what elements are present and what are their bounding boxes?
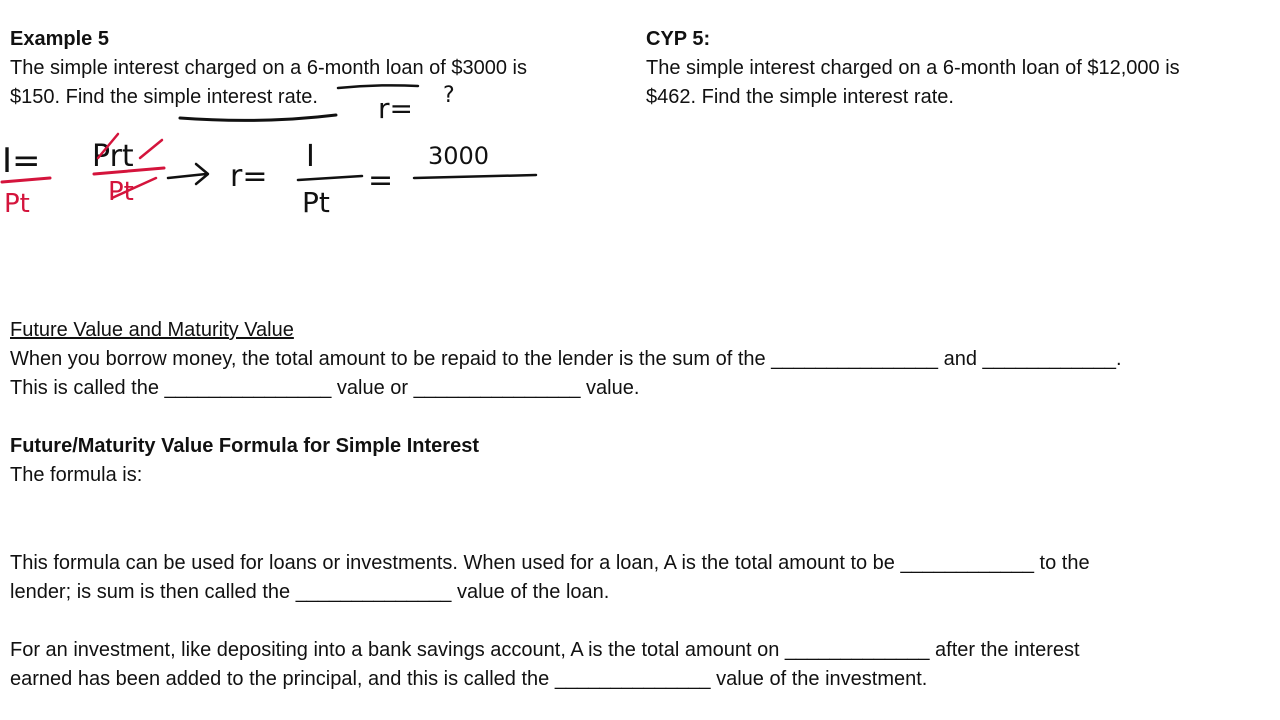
red-fraction-bar-left [2, 178, 50, 182]
investment-line-2: earned has been added to the principal, and this is called the ______________ value of the investment. [10, 668, 928, 690]
future-value-line-1: When you borrow money, the total amount to be repaid to the lender is the sum of the _______________ and ____________. [10, 348, 1122, 370]
loans-line-2: lender; is sum is then called the ______________ value of the loan. [10, 581, 610, 603]
cyp-line-2: $462. Find the simple interest rate. [646, 86, 954, 108]
fraction-i: I [306, 139, 315, 174]
equals-sign: = [368, 163, 394, 198]
cyp-heading: CYP 5: [646, 28, 711, 50]
red-cross-out-t [140, 140, 162, 158]
fraction-bar-3000 [414, 175, 536, 178]
red-pt-right: Pt [108, 177, 134, 207]
formula-heading: Future/Maturity Value Formula for Simple Interest [10, 435, 479, 457]
red-fraction-bar-right [94, 168, 164, 174]
future-value-heading: Future Value and Maturity Value [10, 319, 294, 341]
example-line-2: $150. Find the simple interest rate. [10, 86, 318, 108]
r-equals-text: r= [378, 92, 413, 125]
investment-line-1: For an investment, like depositing into a bank savings account, A is the total amount on _____________ after the interest [10, 639, 1080, 661]
future-value-line-2: This is called the _______________ value or _______________ value. [10, 377, 640, 399]
fraction-bar-i-pt [298, 176, 362, 180]
example-line-1: The simple interest charged on a 6-month loan of $3000 is [10, 57, 527, 79]
red-cross-out-p [98, 134, 118, 158]
formula-prt: Prt [92, 139, 134, 174]
arrow-head-icon [196, 164, 208, 184]
red-cross-out-pt [112, 178, 156, 198]
underline-stroke [180, 115, 336, 120]
fraction-pt: Pt [302, 186, 330, 219]
formula-line-1: The formula is: [10, 464, 143, 486]
numerator-3000: 3000 [428, 142, 490, 170]
red-pt-left: Pt [4, 189, 30, 219]
question-mark-text: ? [443, 83, 455, 108]
cyp-line-1: The simple interest charged on a 6-month loan of $12,000 is [646, 57, 1180, 79]
loans-line-1: This formula can be used for loans or investments. When used for a loan, A is the total amount to be ____________ to the [10, 552, 1090, 574]
overline-stroke [338, 85, 418, 88]
arrow-r-equals: r= [230, 159, 268, 194]
formula-i-equals: I= [2, 141, 41, 181]
arrow-shaft [168, 174, 206, 178]
example-heading: Example 5 [10, 28, 109, 50]
